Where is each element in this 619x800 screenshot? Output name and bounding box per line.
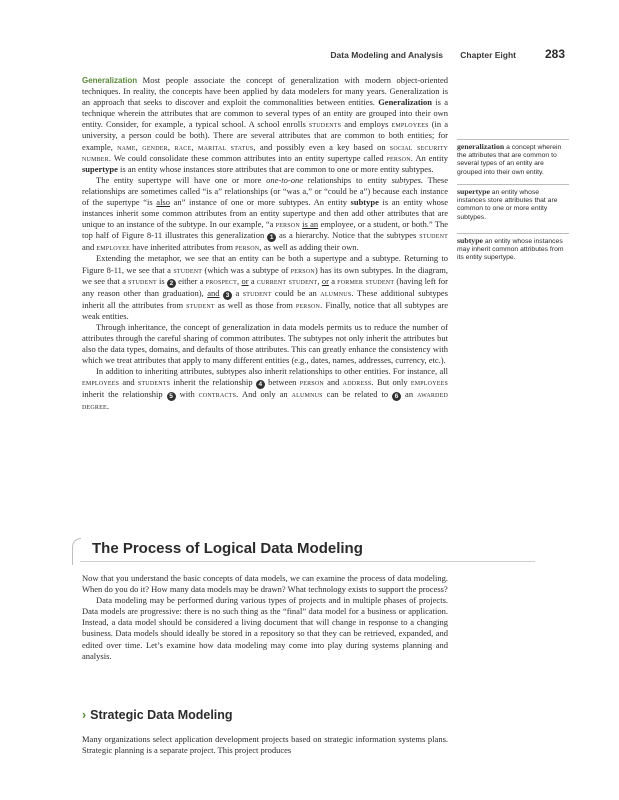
heading-rule [80, 561, 535, 562]
margin-rule [457, 184, 569, 185]
text-run: a [328, 275, 338, 286]
margin-definition: an entity whose instances may inherit common attributes from its entity supertype. [457, 238, 564, 262]
text-run: is an entity whose instances inherit some common attributes from an entity supertype and then add other attributes that are unique to an instance of the subtype. In our example, “a [82, 197, 448, 230]
text-run: But only [373, 377, 411, 388]
paragraph-strategic: Many organizations select application development projects based on strategic information systems plans. Strategic planning is a separate project. This project produces [82, 734, 448, 756]
text-run: employees [410, 377, 448, 388]
margin-term: generalization [457, 142, 505, 151]
section-heading [72, 534, 532, 564]
text-run: person. [386, 152, 414, 163]
section-heading-text: The Process of Logical Data Modeling [92, 540, 363, 557]
text-run: Finally, notice that all subtypes are weak entities. [82, 299, 448, 321]
text-run: current student, [256, 275, 320, 286]
margin-definition: a concept wherein the attributes that are common to several types of an entity are grouped into their own entity. [457, 144, 562, 176]
text-run: is a technique wherein the attributes that are common to several types of an entity are grouped into their own entity. Consider, for example, a typical school. A school enrolls [82, 97, 448, 130]
text-run: an [401, 389, 418, 400]
text-run: subtypes. [391, 174, 424, 185]
text-run: student [419, 230, 448, 241]
text-run: Extending the metaphor, we see that an entity can be both a supertype and a subtype. Returning to Figure 8-11, we see that a [82, 253, 448, 275]
subsection-heading [82, 708, 233, 722]
text-run: employees [391, 119, 429, 130]
text-run: subtype [350, 197, 379, 208]
margin-note-subtype [457, 233, 569, 263]
text-run: contracts. [198, 389, 239, 400]
text-run: Generalization [82, 76, 138, 85]
text-run: (in a university, a person could be both). There are several attributes that are common to both entities; for example, [82, 119, 449, 152]
text-run: as a hierarchy. Notice that the subtypes [276, 230, 420, 241]
text-run: or [321, 275, 329, 286]
text-run: is an [302, 219, 319, 230]
text-run: and employs [341, 119, 392, 130]
text-run: student [186, 299, 215, 310]
text-run: is an entity whose instances store attributes that are common to one or more entity subtypes. [117, 163, 434, 174]
text-run: These relationships are sometimes called “is a” relationships (or “was a,” or “could be a”) because each instance of the supertype “is [82, 174, 448, 208]
callout-2-icon: 2 [167, 279, 176, 288]
text-run: Most people associate the concept of generalization with modern object-oriented techniques. In reality, the concepts have been applied by data modelers for many years. Generalization is an approach that seeks to discover and exploit the commonalities between entities. [82, 75, 448, 108]
text-run: and [207, 287, 220, 298]
text-run: and [119, 377, 138, 388]
text-run: inherit the relationship [170, 377, 256, 388]
text-run: alumnus [291, 389, 323, 400]
text-run: And only an [238, 389, 292, 400]
text-run: prospect, [205, 275, 240, 286]
text-run: either a [175, 275, 206, 286]
text-run: inherit the relationship [82, 389, 167, 400]
margin-term: subtype [457, 236, 483, 245]
text-run: In addition to inheriting attributes, subtypes also inherit relationships to other entities. For instance, all [96, 366, 448, 377]
text-run: employee [96, 242, 131, 253]
text-run: can be related to [322, 389, 393, 400]
subsection-heading-text: Strategic Data Modeling [90, 708, 233, 722]
paragraph-generalization [82, 75, 448, 175]
text-run: have inherited attributes from [130, 242, 236, 253]
margin-definition: an entity whose instances store attributes that are common to one or more entity subtypes. [457, 189, 558, 221]
margin-note-supertype [457, 184, 569, 222]
text-run: one-to-one [266, 174, 303, 185]
running-header [0, 48, 619, 62]
chevron-right-icon: › [82, 708, 87, 722]
text-run: and [323, 377, 343, 388]
text-run: student [173, 264, 203, 275]
paragraph-relationships [82, 366, 448, 412]
body-text-top [82, 75, 448, 412]
text-run: The entity supertype will have one or more [96, 174, 267, 185]
text-run: person. [295, 299, 323, 310]
text-run: with [175, 389, 199, 400]
text-run: or [241, 275, 249, 286]
text-run: students [308, 119, 342, 130]
paragraph-process-intro: Now that you understand the basic concepts of data models, we can examine the process of data modeling. When do you do it? How many data models may be drawn? What technology exists to support the process? [82, 573, 448, 595]
body-text-bottom [82, 734, 448, 756]
paragraph-supertype [82, 175, 448, 254]
paragraph-progressive: Data modeling may be performed during various types of projects and in multiple phases of projects. Data models are progressive: there is no such thing as the “final” data model for a business or application. Instead, a data model should be considered a living document that will change in response to a changing business. Data models should ideally be stored in a repository so that they can be retrieved, expanded, and edited over time. Let’s examine how data modeling may come into play during systems planning and analysis. [82, 595, 448, 661]
text-run: employees [82, 377, 120, 388]
text-run: as well as those from [214, 299, 296, 310]
text-run: ) has its own subtypes. In the diagram, we see that a [82, 264, 448, 286]
text-run: supertype [82, 163, 118, 174]
text-run: as well as adding their own. [261, 242, 359, 253]
text-run: former student [337, 275, 395, 286]
text-run: Generalization [378, 97, 433, 108]
callout-5-icon: 5 [167, 392, 176, 401]
text-run: also [156, 197, 170, 208]
text-run: student [242, 287, 272, 298]
margin-note-generalization [457, 139, 569, 177]
callout-4-icon: 4 [256, 380, 265, 389]
margin-rule [457, 233, 569, 234]
text-run: students [137, 377, 171, 388]
margin-term: supertype [457, 187, 490, 196]
text-run: (having left for any reason other than graduation), [82, 275, 449, 298]
text-run: social security number. [82, 141, 448, 163]
text-run: An entity [413, 152, 449, 163]
text-run: (which was a subtype of [202, 264, 291, 275]
text-run: and possibly even a key based on [255, 141, 390, 152]
text-run: a [248, 275, 257, 286]
text-run: student [128, 275, 157, 286]
text-run: awarded degree. [82, 389, 448, 412]
text-run: is [156, 275, 167, 286]
body-text-middle [82, 573, 448, 662]
text-run: relationships to entity [302, 174, 392, 185]
text-run: address. [342, 377, 374, 388]
text-run: an” instance of one or more subtypes. An entity [170, 197, 351, 208]
running-header-chapter: Chapter Eight [460, 50, 516, 60]
text-run: employee, or a student, or both.” The top half of Figure 8-11 illustrates this generalization [82, 219, 448, 241]
callout-3-icon: 3 [223, 291, 232, 300]
text-run: name, gender, race, marital status, [117, 141, 256, 152]
text-run: We could consolidate these common attributes into an entity supertype called [111, 152, 387, 163]
text-run: These additional subtypes inherit all the attributes from [82, 287, 448, 310]
text-run: person, [235, 242, 262, 253]
paragraph-metaphor [82, 253, 448, 321]
text-run: person [290, 264, 315, 275]
text-run: person [299, 377, 324, 388]
page-number: 283 [544, 47, 565, 61]
margin-rule [457, 139, 569, 140]
text-run: alumnus. [320, 287, 354, 298]
callout-1-icon: 1 [267, 233, 276, 242]
callout-6-icon: 6 [392, 392, 401, 401]
text-run: and [82, 242, 97, 253]
text-run: between [264, 377, 300, 388]
paragraph-inheritance: Through inheritance, the concept of generalization in data models permits us to reduce the number of attributes through the careful sharing of common attributes. The subtypes not only inherit the attributes but also the data types, domains, and defaults of those attributes. This can greatly enhance the consistency with which we treat attributes that apply to many different entities (e.g., dates, names, addresses, currency, etc.). [82, 321, 448, 366]
text-run: person [275, 219, 300, 230]
text-run: a [232, 287, 243, 298]
running-header-section: Data Modeling and Analysis [330, 50, 443, 60]
text-run: could be an [271, 287, 321, 298]
